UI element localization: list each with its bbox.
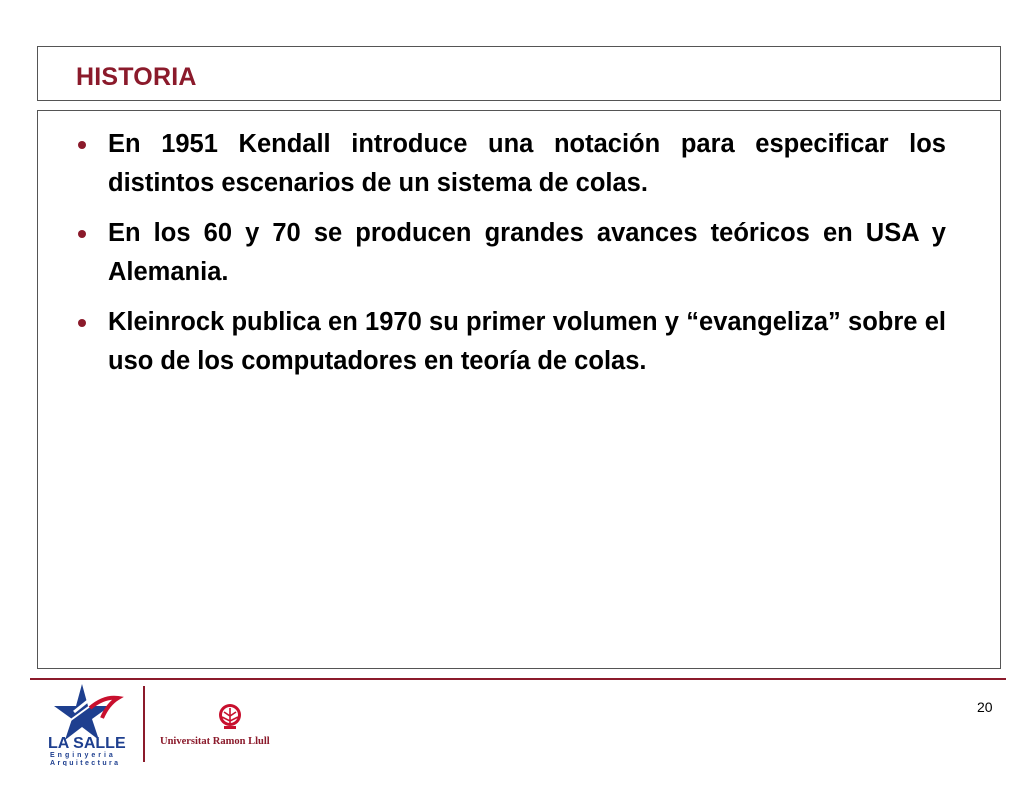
bullet-list xyxy=(78,125,946,392)
footer-divider xyxy=(30,678,1006,680)
bullet-icon xyxy=(78,319,86,327)
content-frame xyxy=(37,110,1001,669)
title-frame xyxy=(37,46,1001,101)
lasalle-line2: Arquitectura xyxy=(50,760,121,766)
bullet-text: Kleinrock publica en 1970 su primer volumen y “evangeliza” sobre el uso de los computadores en teoría de colas. xyxy=(108,308,946,375)
lasalle-line1: Enginyeria xyxy=(50,752,116,759)
bullet-item xyxy=(78,303,946,380)
bullet-icon xyxy=(78,141,86,149)
tree-icon xyxy=(219,704,241,729)
page-number: 20 xyxy=(977,699,993,715)
lasalle-wordmark: LA SALLE xyxy=(48,735,126,752)
logo-divider xyxy=(143,686,145,762)
bullet-item xyxy=(78,214,946,291)
bullet-text: En 1951 Kendall introduce una notación para especificar los distintos escenarios de un sistema de colas. xyxy=(108,130,946,197)
lasalle-logo xyxy=(46,682,136,766)
university-name: Universitat Ramon Llull xyxy=(160,736,270,747)
bullet-item xyxy=(78,125,946,202)
bullet-icon xyxy=(78,230,86,238)
slide-title: HISTORIA xyxy=(76,63,197,91)
university-logo xyxy=(160,702,310,752)
bullet-text: En los 60 y 70 se producen grandes avances teóricos en USA y Alemania. xyxy=(108,219,946,286)
